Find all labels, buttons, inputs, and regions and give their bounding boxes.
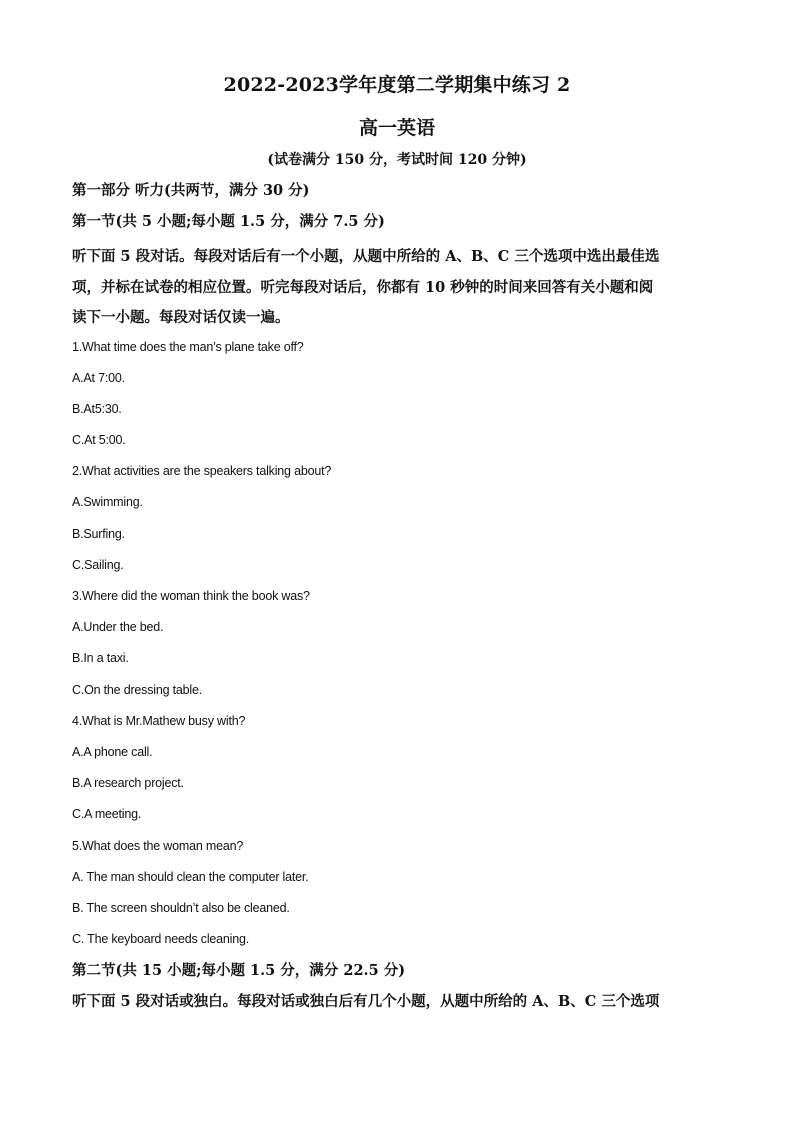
option: B. The screen shouldn’t also be cleaned.: [72, 900, 290, 915]
question-5: 5.What does the woman mean?: [72, 838, 244, 853]
question-4: 4.What is Mr.Mathew busy with?: [72, 713, 246, 728]
instruction-line: 读下一小题。每段对话仅读一遍。: [72, 309, 290, 326]
option: C. The keyboard needs cleaning.: [72, 932, 250, 947]
question-3: 3.Where did the woman think the book was?: [72, 589, 310, 603]
exam-body: [72, 180, 722, 1013]
instruction-line: 项，并标在试卷的相应位置。听完每段对话后，你都有 10 秒钟的时间来回答有关小题和阅: [72, 278, 654, 296]
option: B.At5:30.: [72, 401, 122, 416]
part1-heading: 第一部分 听力(共两节，满分 30 分): [72, 182, 310, 199]
option: B.In a taxi.: [72, 651, 129, 666]
option: C.A meeting.: [72, 807, 142, 822]
page-title: 2022-2023学年度第二学期集中练习 2: [223, 74, 571, 96]
option: A.A phone call.: [72, 744, 153, 759]
option: A.Swimming.: [72, 495, 143, 510]
option: B.A research project.: [72, 776, 184, 791]
page-subtitle: 高一英语: [358, 117, 435, 139]
option: A.At 7:00.: [72, 370, 125, 385]
option: A.Under the bed.: [72, 620, 164, 635]
section2-instruction: 听下面 5 段对话或独白。每段对话或独白后有几个小题，从题中所给的 A、B、C 三个选项: [72, 993, 660, 1011]
option: C.At 5:00.: [72, 433, 126, 448]
section2-heading: 第二节(共 15 小题;每小题 1.5 分，满分 22.5 分): [72, 962, 406, 980]
option: C.Sailing.: [72, 557, 124, 572]
option: A. The man should clean the computer later.: [72, 869, 309, 884]
option: B.Surfing.: [72, 526, 125, 541]
question-list: [72, 337, 722, 950]
question-1: 1.What time does the man’s plane take off?: [72, 339, 304, 354]
section1-heading: 第一节(共 5 小题;每小题 1.5 分，满分 7.5 分): [72, 213, 385, 230]
option: C.On the dressing table.: [72, 682, 202, 697]
section1-instructions: [72, 242, 722, 334]
question-2: 2.What activities are the speakers talking about?: [72, 464, 332, 479]
exam-note: (试卷满分 150 分，考试时间 120 分钟): [267, 152, 527, 168]
instruction-line: 听下面 5 段对话。每段对话后有一个小题，从题中所给的 A、B、C 三个选项中选出最佳选: [72, 248, 660, 265]
